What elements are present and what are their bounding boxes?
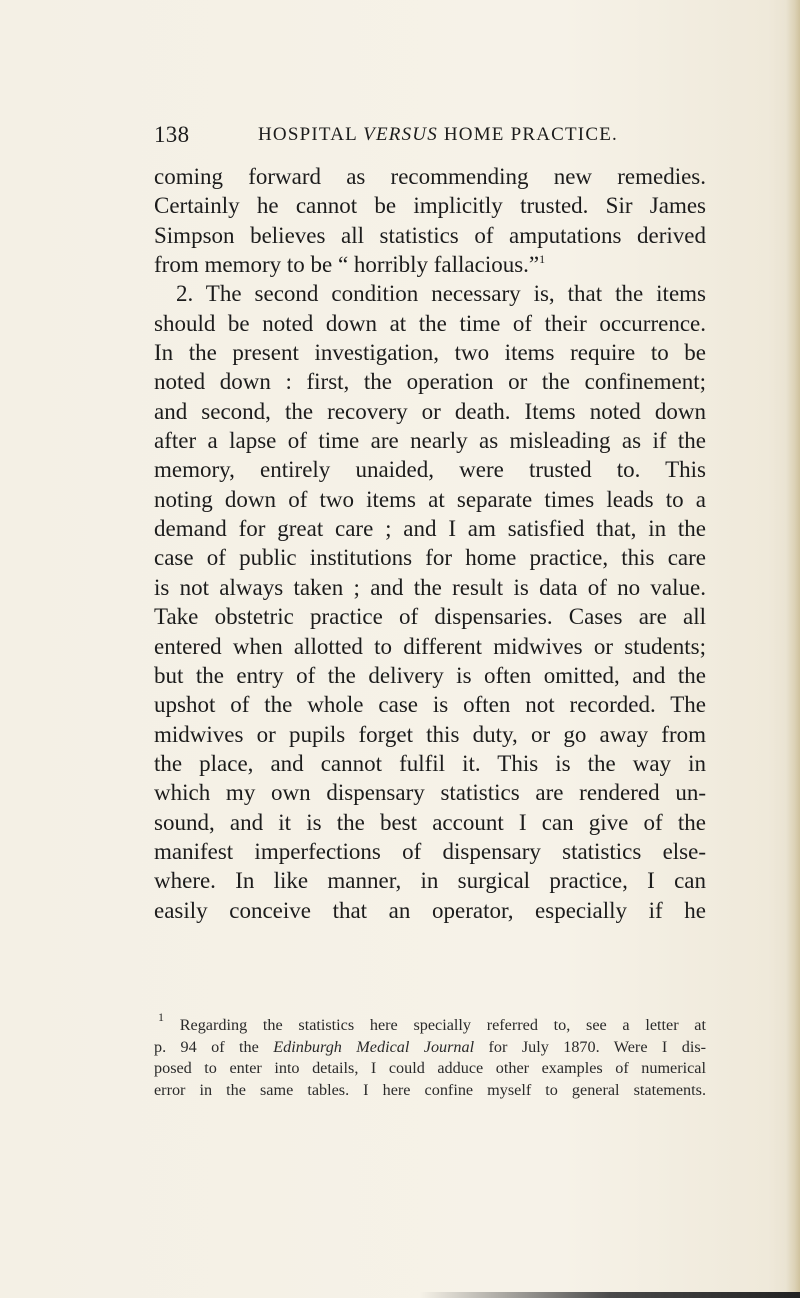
footnote-text: for July 1870. Were I dis-	[474, 1037, 707, 1056]
text-line: coming forward as recommending new remedies.	[154, 164, 706, 189]
text-line: midwives or pupils forget this duty, or go away from	[154, 721, 706, 747]
text-line: 2. The second condition necessary is, that the items	[176, 281, 706, 307]
page-edge-shadow	[786, 0, 800, 1298]
text-line: noted down : first, the operation or the confinement;	[154, 369, 706, 395]
body-text	[154, 162, 706, 925]
text-line: Take obstetric practice of dispensaries. Cases are all	[154, 604, 706, 630]
journal-title: Edinburgh Medical Journal	[273, 1037, 475, 1056]
text-line: but the entry of the delivery is often omitted, and the	[154, 662, 706, 688]
text-line: sound, and it is the best account I can give of the	[154, 809, 706, 835]
page-header	[154, 112, 674, 148]
footnote-line: error in the same tables. I here confine myself to general statements.	[154, 1081, 706, 1100]
text-line: entered when allotted to different midwives or students;	[154, 633, 706, 659]
running-head-after: HOME PRACTICE.	[437, 124, 618, 145]
text-line: easily conceive that an operator, especially if he	[154, 897, 706, 923]
footnote-line	[154, 1037, 706, 1059]
text-line: case of public institutions for home practice, this care	[154, 545, 706, 571]
running-head-before: HOSPITAL	[258, 124, 364, 145]
footnote-line: posed to enter into details, I could adduce other examples of numerical	[154, 1059, 706, 1078]
footnote-line	[154, 1010, 706, 1037]
text-line: upshot of the whole case is often not recorded. The	[154, 692, 706, 718]
footnote-text: Regarding the statistics here specially referred to, see a letter at	[179, 1016, 706, 1034]
text-line: noting down of two items at separate times leads to a	[154, 486, 706, 512]
text-line: demand for great care ; and I am satisfied that, in the	[154, 516, 706, 542]
text-line: which my own dispensary statistics are rendered un-	[154, 780, 706, 806]
page-number: 138	[154, 122, 190, 147]
text-line: after a lapse of time are nearly as misleading as if the	[154, 428, 706, 454]
text-line: In the present investigation, two items require to be	[154, 340, 706, 366]
text-line: Simpson believes all statistics of amputations derived	[154, 222, 706, 248]
text-line	[154, 250, 706, 279]
text-line: memory, entirely unaided, were trusted to. This	[154, 457, 706, 483]
text-line: where. In like manner, in surgical practice, I can	[154, 868, 706, 894]
footnote-marker: 1	[158, 1010, 164, 1024]
running-head-italic: VERSUS	[363, 124, 438, 145]
footnote-reference: 1	[539, 252, 546, 267]
text-line: manifest imperfections of dispensary statistics else-	[154, 838, 706, 864]
footnote-text: p. 94 of the	[154, 1037, 274, 1056]
footnote	[154, 1010, 707, 1102]
text-line: Certainly he cannot be implicitly trusted. Sir James	[154, 193, 706, 219]
text-line: the place, and cannot fulfil it. This is the way in	[154, 750, 706, 776]
text-line: and second, the recovery or death. Items noted down	[154, 398, 706, 424]
bottom-edge-shadow	[420, 1292, 800, 1298]
text-line: is not always taken ; and the result is data of no value.	[154, 574, 706, 600]
text-line: should be noted down at the time of their occurrence.	[154, 310, 706, 336]
running-head	[258, 124, 618, 146]
text-line-content: from memory to be “ horribly fallacious.”	[154, 252, 540, 278]
